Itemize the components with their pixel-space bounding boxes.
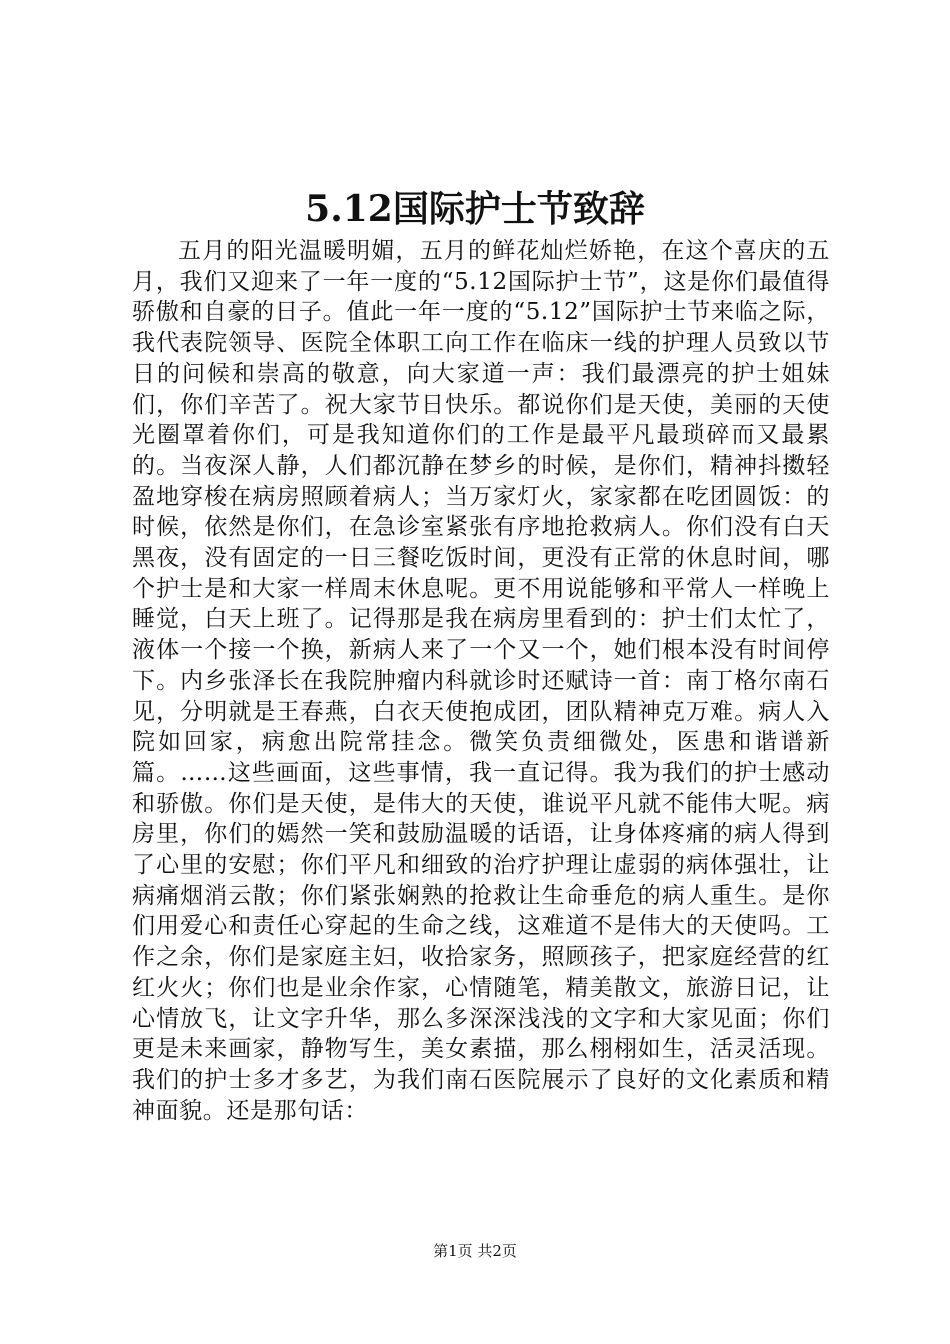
document-title: 5.12国际护士节致辞 [305,188,645,230]
page-number-footer: 第1页 共2页 [433,1242,517,1260]
document-body-paragraph: 五月的阳光温暖明媚，五月的鲜花灿烂娇艳，在这个喜庆的五月，我们又迎来了一年一度的“5.12国际护士节”，这是你们最值得骄傲和自豪的日子。值此一年一度的“5.12”国际护士节来临之际，我代表院领导、医院全体职工向工作在临床一线的护理人员致以节日的问候和崇高的敬意，向大家道一声：我们最漂亮的护士姐妹们，你们辛苦了。祝大家节日快乐。都说你们是天使，美丽的天使光圈罩着你们，可是我知道你们的工作是最平凡最琐碎而又最累的。当夜深人静，人们都沉静在梦乡的时候，是你们，精神抖擞轻盈地穿梭在病房照顾着病人；当万家灯火，家家都在吃团圆饭：的时候，依然是你们，在急诊室紧张有序地抢救病人。你们没有白天黑夜，没有固定的一日三餐吃饭时间，更没有正常的休息时间，哪个护士是和大家一样周末休息呢。更不用说能够和平常人一样晚上睡觉，白天上班了。记得那是我在病房里看到的：护士们太忙了，液体一个接一个换，新病人来了一个又一个，她们根本没有时间停下。内乡张泽长在我院肿瘤内科就诊时还赋诗一首：南丁格尔南石见，分明就是王春燕，白衣天使抱成团，团队精神克万难。病人入院如回家，病愈出院常挂念。微笑负责细微处，医患和谐谱新篇。……这些画面，这些事情，我一直记得。我为我们的护士感动和骄傲。你们是天使，是伟大的天使，谁说平凡就不能伟大呢。病房里，你们的嫣然一笑和鼓励温暖的话语，让身体疼痛的病人得到了心里的安慰；你们平凡和细致的治疗护理让虚弱的病体强壮，让病痛烟消云散；你们紧张娴熟的抢救让生命垂危的病人重生。是你们用爱心和责任心穿起的生命之线，这难道不是伟大的天使吗。工作之余，你们是家庭主妇，收拾家务，照顾孩子，把家庭经营的红红火火；你们也是业余作家，心情随笔，精美散文，旅游日记，让心情放飞，让文字升华，那么多深深浅浅的文字和大家见面；你们更是未来画家，静物写生，美女素描，那么栩栩如生，活灵活现。我们的护士多才多艺，为我们南石医院展示了良好的文化素质和精神面貌。还是那句话： [132,238,830,1124]
